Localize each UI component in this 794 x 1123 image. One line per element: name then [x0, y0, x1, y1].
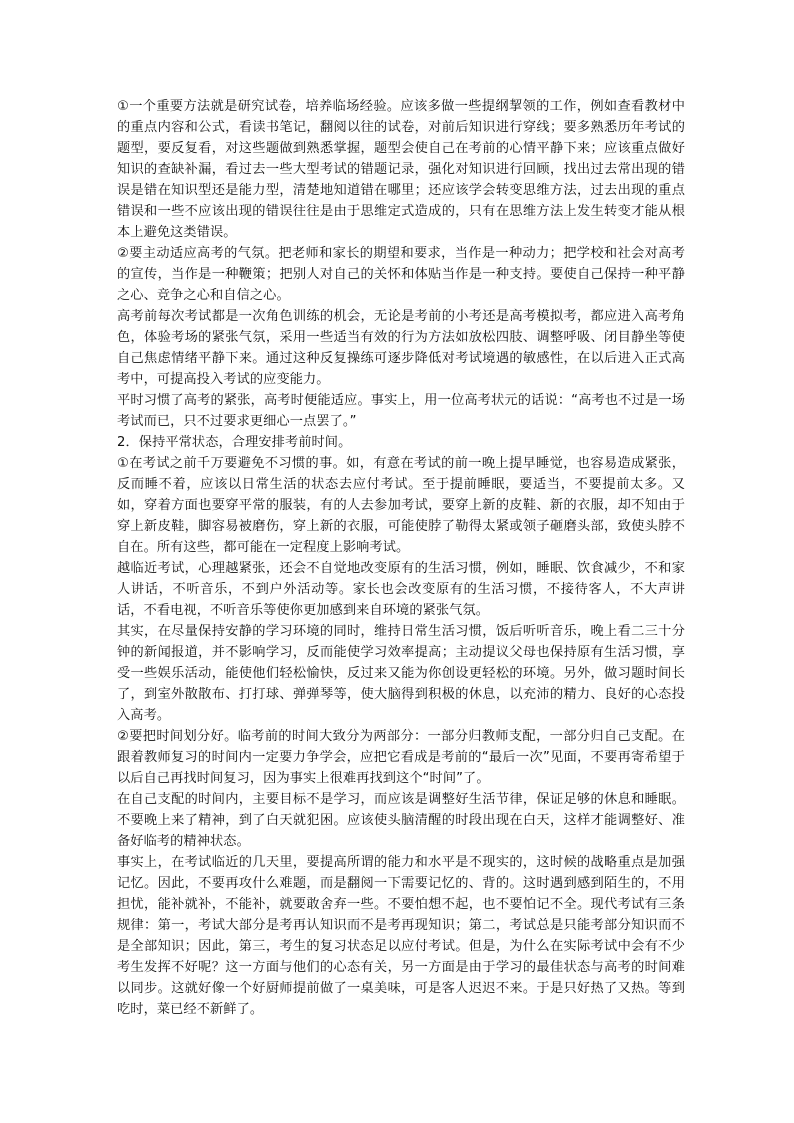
section-heading-normal-state: 2．保持平常状态，合理安排考前时间。 [117, 435, 352, 450]
paragraph-own-time: 在自己支配的时间内，主要目标不是学习，而应该是调整好生活节律，保证足够的休息和睡眠。不要晚上来了精神，到了白天就犯困。应该使头脑清醒的时段出现在白天，这样才能调整好、准备好临考的精神状态。 [117, 792, 685, 849]
paragraph-divide-time: ②要把时间划分好。临考前的时间大致分为两部分：一部分归教师支配，一部分归自己支配。在跟着教师复习的时间内一定要力争学会，应把它看成是考前的“最后一次”见面，不要再寄希望于以后自己再找时间复习，因为事实上很难再找到这个“时间”了。 [117, 729, 685, 786]
paragraph-adapt-atmosphere: ②要主动适应高考的气氛。把老师和家长的期望和要求，当作是一种动力；把学校和社会对高考的宣传，当作是一种鞭策；把别人对自己的关怀和体贴当作是一种支持。要使自己保持一种平静之心、竞争之心和自信之心。 [117, 246, 685, 303]
paragraph-method-exam-papers: ①一个重要方法就是研究试卷，培养临场经验。应该多做一些提纲挈领的工作，例如查看教材中的重点内容和公式，看读书笔记，翻阅以往的试卷，对前后知识进行穿线；要多熟悉历年考试的题型，要反复看，对这些题做到熟悉掌握，题型会使自己在考前的心情平静下来；应该重点做好知识的查缺补漏，看过去一些大型考试的错题记录，强化对知识进行回顾，找出过去常出现的错误是错在知识型还是能力型，清楚地知道错在哪里；还应该学会转变思维方法，过去出现的重点错误和一些不应该出现的错误往往是由于思维定式造成的，只有在思维方法上发生转变才能从根本上避免这类错误。 [117, 99, 685, 240]
paragraph-role-training: 高考前每次考试都是一次角色训练的机会，无论是考前的小考还是高考模拟考，都应进入高考角色，体验考场的紧张气氛，采用一些适当有效的行为方法如放松四肢、调整呼吸、闭目静坐等使自己焦虑情绪平静下来。通过这种反复操练可逐步降低对考试境遇的敏感性，在以后进入正式高考中，可提高投入考试的应变能力。 [117, 309, 685, 387]
paragraph-strengthen-memory: 事实上，在考试临近的几天里，要提高所谓的能力和水平是不现实的，这时候的战略重点是加强记忆。因此，不要再攻什么难题，而是翻阅一下需要记忆的、背的。这时遇到感到陌生的，不用担忧，能补就补，不能补，就要敢舍弃一些。不要怕想不起，也不要怕记不全。现代考试有三条规律：第一，考试大部分是考再认知识而不是考再现知识；第二，考试总是只能考部分知识而不是全部知识；因此，第三，考生的复习状态足以应付考试。但是，为什么在实际考试中会有不少考生发挥不好呢？这一方面与他们的心态有关，另一方面是由于学习的最佳状态与高考的时间难以同步。这就好像一个好厨师提前做了一桌美味，可是客人迟迟不来。于是只好热了又热。等到吃时，菜已经不新鲜了。 [117, 855, 685, 1017]
paragraph-keep-habits: 其实，在尽量保持安静的学习环境的同时，维持日常生活习惯，饭后听听音乐，晚上看二三十分钟的新闻报道，并不影响学习，反而能使学习效率提高；主动提议父母也保持原有生活习惯，享受一些娱乐活动，能使他们轻松愉快，反过来又能为你创设更轻松的环境。另外，做习题时间长了，到室外散散布、打打球、弹弹琴等，使大脑得到积极的休息，以充沛的精力、良好的心态投入高考。 [117, 624, 685, 723]
paragraph-near-exam-tension: 越临近考试，心理越紧张，还会不自觉地改变原有的生活习惯，例如，睡眠、饮食减少，不和家人讲话，不听音乐，不到户外活动等。家长也会改变原有的生活习惯，不接待客人，不大声讲话，不看电视，不听音乐等使你更加感到来自环境的紧张气氛。 [117, 561, 685, 618]
paragraph-used-to-tension: 平时习惯了高考的紧张，高考时便能适应。事实上，用一位高考状元的话说：“高考也不过是一场考试而已，只不过要求更细心一点罢了。” [117, 393, 685, 429]
paragraph-avoid-unusual: ①在考试之前千万要避免不习惯的事。如，有意在考试的前一晚上提早睡觉，也容易造成紧张，反而睡不着，应该以日常生活的状态去应付考试。至于提前睡眠，要适当，不要提前太多。又如，穿着方面也要穿平常的服装，有的人去参加考试，要穿上新的皮鞋、新的衣服，却不知由于穿上新皮鞋，脚容易被磨伤，穿上新的衣服，可能使脖了勒得太紧或领子砸磨头部，致使头脖不自在。所有这些，都可能在一定程度上影响考试。 [117, 456, 685, 555]
document-page [117, 96, 685, 1020]
